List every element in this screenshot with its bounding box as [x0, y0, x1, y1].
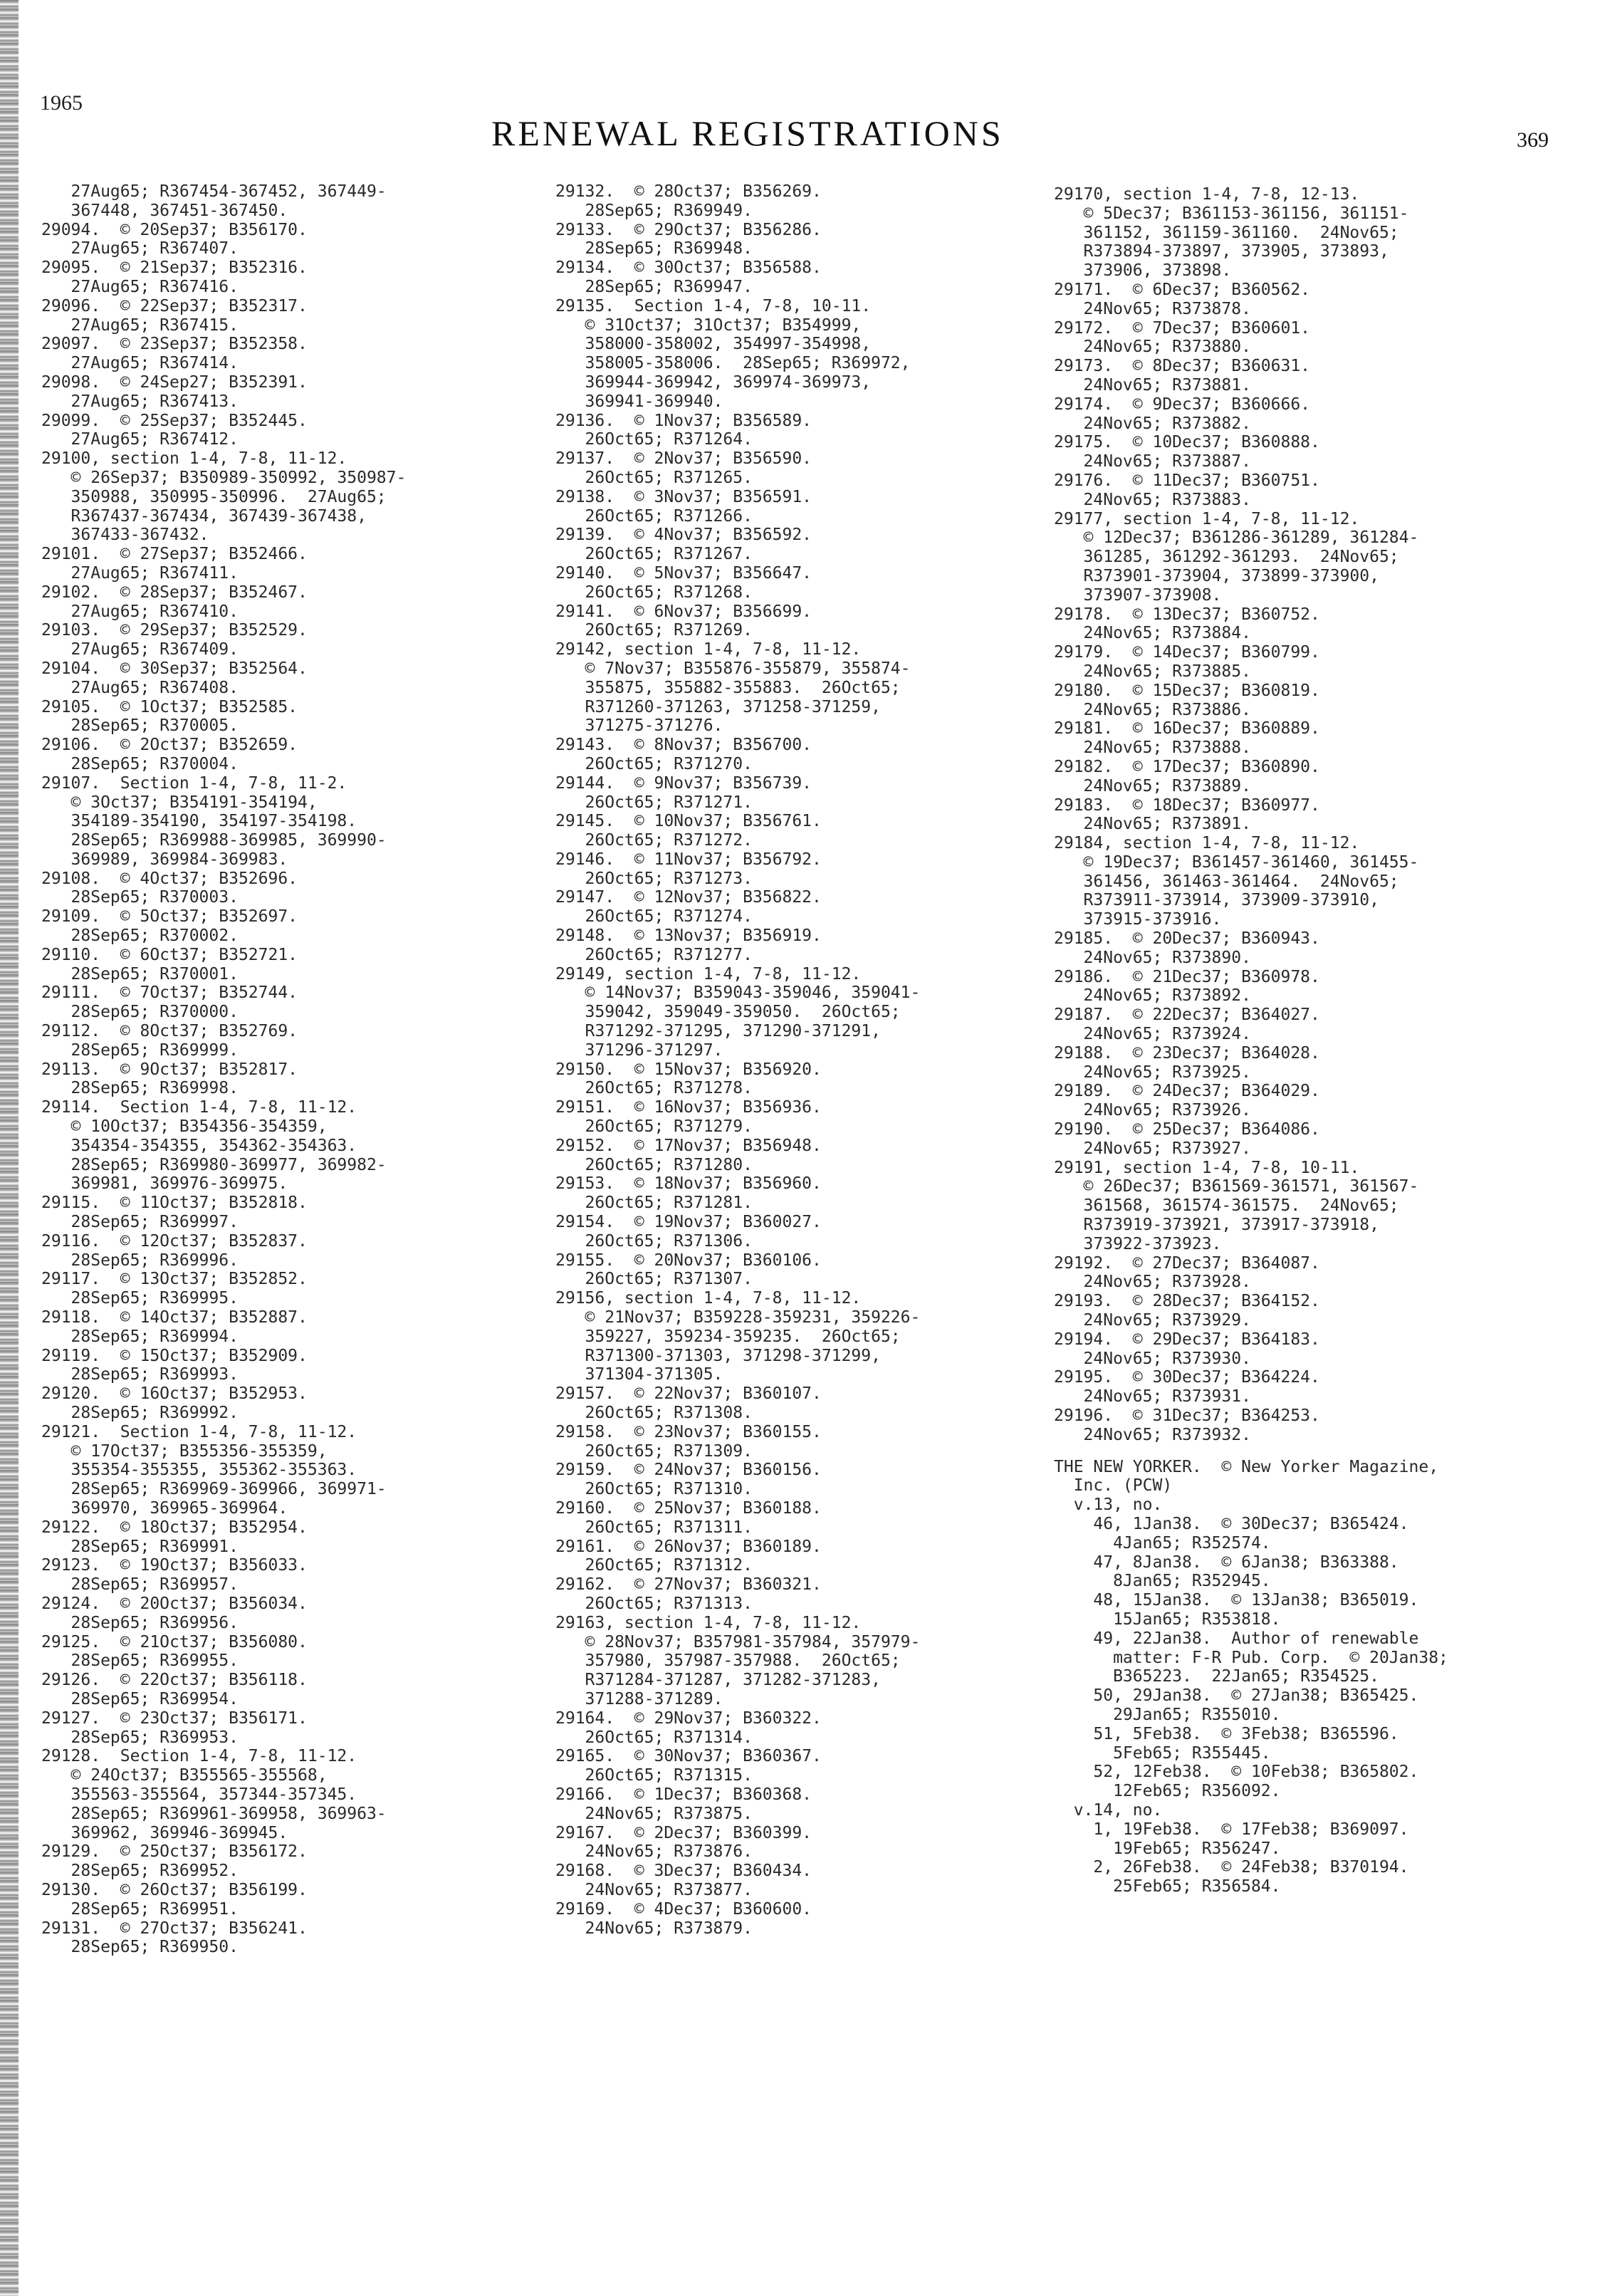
entry-line: 29176. © 11Dec37; B360751.	[1054, 471, 1320, 490]
entry-line: 28Sep65; R369955.	[41, 1651, 239, 1671]
entry-line: 28Sep65; R369992.	[41, 1404, 239, 1422]
entry-line: 354189-354190, 354197-354198.	[41, 812, 357, 831]
entry-line: 29116. © 12Oct37; B352837.	[41, 1231, 308, 1251]
entry-line: 26Oct65; R371312.	[555, 1556, 753, 1575]
entry-line: 24Nov65; R373880.	[1054, 338, 1251, 357]
entry-line: 27Aug65; R367416.	[41, 277, 239, 296]
entry-line: 28Sep65; R369961-369958, 369963-	[41, 1804, 387, 1823]
entry-line: R371292-371295, 371290-371291,	[555, 1022, 881, 1041]
entry-line: 24Nov65; R373883.	[1054, 490, 1251, 509]
entry-line: 29181. © 16Dec37; B360889.	[1054, 719, 1320, 739]
entry-line: 29109. © 5Oct37; B352697.	[41, 907, 298, 927]
entry-line: 29192. © 27Dec37; B364087.	[1054, 1253, 1320, 1273]
entry-line: © 26Sep37; B350989-350992, 350987-	[41, 468, 407, 487]
entry-line: 24Nov65; R373925.	[1054, 1063, 1251, 1082]
entry-line: 24Nov65; R373878.	[1054, 299, 1251, 318]
entry-line: 27Aug65; R367408.	[41, 678, 239, 697]
entry-line: R373919-373921, 373917-373918,	[1054, 1216, 1379, 1235]
entry-line: 8Jan65; R352945.	[1054, 1572, 1271, 1591]
entry-line: 29097. © 23Sep37; B352358.	[41, 335, 308, 354]
entry-line: 26Oct65; R371268.	[555, 583, 753, 602]
entry-line: 358005-358006. 28Sep65; R369972,	[555, 354, 911, 373]
entry-line: 29162. © 27Nov37; B360321.	[555, 1575, 822, 1595]
entries-column-3	[1054, 185, 1581, 1896]
entry-line: © 21Nov37; B359228-359231, 359226-	[555, 1308, 921, 1327]
entry-line: 26Oct65; R371313.	[555, 1594, 753, 1613]
entry-line: 27Aug65; R367407.	[41, 239, 239, 259]
page-number: 369	[1517, 128, 1549, 152]
entry-line: 369962, 369946-369945.	[41, 1823, 288, 1842]
entry-line: 29159. © 24Nov37; B360156.	[555, 1461, 822, 1480]
entry-line: 29118. © 14Oct37; B352887.	[41, 1308, 308, 1327]
entry-line: 29160. © 25Nov37; B360188.	[555, 1498, 822, 1518]
entry-line: R373911-373914, 373909-373910,	[1054, 891, 1379, 910]
entry-line: 29154. © 19Nov37; B360027.	[555, 1213, 822, 1232]
entry-line: 369941-369940.	[555, 392, 723, 411]
entry-line: R367437-367434, 367439-367438,	[41, 506, 367, 526]
entry-line: 24Nov65; R373931.	[1054, 1387, 1251, 1407]
entry-line: 27Aug65; R367409.	[41, 640, 239, 659]
entry-line: 29101. © 27Sep37; B352466.	[41, 545, 308, 564]
entry-line: 29139. © 4Nov37; B356592.	[555, 526, 812, 545]
entry-line: 19Feb65; R356247.	[1054, 1839, 1281, 1858]
entry-line: 28Sep65; R369994.	[41, 1327, 239, 1346]
entry-line: 26Oct65; R371265.	[555, 468, 753, 487]
entry-line: 27Aug65; R367454-367452, 367449-	[41, 182, 387, 201]
entry-line: 29114. Section 1-4, 7-8, 11-12.	[41, 1098, 357, 1117]
entry-line: 357980, 357987-357988. 26Oct65;	[555, 1651, 901, 1671]
entry-line: 28Sep65; R369949.	[555, 201, 753, 220]
entry-line: 29150. © 15Nov37; B356920.	[555, 1060, 822, 1079]
entry-line: 28Sep65; R370005.	[41, 716, 239, 736]
entry-line: 24Nov65; R373886.	[1054, 700, 1251, 719]
entry-line: 29Jan65; R355010.	[1054, 1705, 1281, 1724]
entry-line: 29178. © 13Dec37; B360752.	[1054, 605, 1320, 624]
page-title: RENEWAL REGISTRATIONS	[491, 113, 1004, 153]
entry-line: © 17Oct37; B355356-355359,	[41, 1441, 328, 1461]
entry-line: 28Sep65; R370003.	[41, 888, 239, 907]
entry-line: 29190. © 25Dec37; B364086.	[1054, 1120, 1320, 1139]
entry-line: 5Feb65; R355445.	[1054, 1743, 1271, 1763]
entry-line: 29168. © 3Dec37; B360434.	[555, 1862, 812, 1881]
entry-line: 29138. © 3Nov37; B356591.	[555, 487, 812, 506]
entry-line: 46, 1Jan38. © 30Dec37; B365424.	[1054, 1514, 1409, 1533]
year-label: 1965	[40, 91, 83, 115]
entry-line: 25Feb65; R356584.	[1054, 1877, 1281, 1896]
entry-line: 27Aug65; R367415.	[41, 315, 239, 335]
entry-line: 28Sep65; R369957.	[41, 1575, 239, 1595]
entry-line: 26Oct65; R371307.	[555, 1270, 753, 1289]
entry-line: 28Sep65; R369995.	[41, 1289, 239, 1308]
entry-line: v.13, no.	[1054, 1496, 1163, 1515]
entry-line: 26Oct65; R371272.	[555, 831, 753, 850]
entry-line: 29120. © 16Oct37; B352953.	[41, 1384, 308, 1404]
entry-line: 29133. © 29Oct37; B356286.	[555, 220, 822, 239]
entry-line: 29137. © 2Nov37; B356590.	[555, 449, 812, 469]
entry-line: © 19Dec37; B361457-361460, 361455-	[1054, 852, 1419, 872]
entry-line: 26Oct65; R371270.	[555, 754, 753, 773]
entry-line: 371304-371305.	[555, 1365, 723, 1384]
entry-line: 28Sep65; R369948.	[555, 239, 753, 259]
entry-line: 26Oct65; R371280.	[555, 1155, 753, 1174]
entry-line: 29155. © 20Nov37; B360106.	[555, 1251, 822, 1270]
entry-line: 29148. © 13Nov37; B356919.	[555, 927, 822, 946]
entry-line: 24Nov65; R373891.	[1054, 815, 1251, 834]
entry-line: 371288-371289.	[555, 1689, 723, 1708]
entry-line: 29100, section 1-4, 7-8, 11-12.	[41, 449, 347, 469]
entry-line: 355563-355564, 357344-357345.	[41, 1785, 357, 1804]
entry-line: 26Oct65; R371306.	[555, 1231, 753, 1251]
entry-line: 24Nov65; R373888.	[1054, 739, 1251, 758]
entry-line: 26Oct65; R371314.	[555, 1728, 753, 1747]
entry-line: 29110. © 6Oct37; B352721.	[41, 945, 298, 964]
entry-line: 29131. © 27Oct37; B356241.	[41, 1919, 308, 1938]
entry-line: 29134. © 30Oct37; B356588.	[555, 259, 822, 278]
entry-line: 29095. © 21Sep37; B352316.	[41, 259, 308, 278]
entry-line: 26Oct65; R371267.	[555, 545, 753, 564]
entry-line: R373901-373904, 373899-373900,	[1054, 566, 1379, 585]
entry-line: 29112. © 8Oct37; B352769.	[41, 1022, 298, 1041]
entry-line: 28Sep65; R369951.	[41, 1899, 239, 1919]
entry-line: 26Oct65; R371271.	[555, 793, 753, 812]
entry-line: 29163, section 1-4, 7-8, 11-12.	[555, 1613, 862, 1632]
entry-line: 373915-373916.	[1054, 910, 1222, 929]
entry-line: 29195. © 30Dec37; B364224.	[1054, 1368, 1320, 1387]
entry-line: 29123. © 19Oct37; B356033.	[41, 1556, 308, 1575]
entry-line: 29096. © 22Sep37; B352317.	[41, 296, 308, 315]
entry-line: 29126. © 22Oct37; B356118.	[41, 1671, 308, 1690]
entry-line: 367433-367432.	[41, 526, 209, 545]
entry-line: 29152. © 17Nov37; B356948.	[555, 1136, 822, 1155]
entry-line: 47, 8Jan38. © 6Jan38; B363388.	[1054, 1553, 1399, 1572]
entry-line: 26Oct65; R371278.	[555, 1079, 753, 1098]
entry-line: 29175. © 10Dec37; B360888.	[1054, 433, 1320, 452]
entry-line: 29111. © 7Oct37; B352744.	[41, 983, 298, 1003]
entry-line: 24Nov65; R373882.	[1054, 414, 1251, 433]
entry-line: 24Nov65; R373877.	[555, 1880, 753, 1899]
entry-line: 24Nov65; R373889.	[1054, 776, 1251, 795]
entry-line: 29151. © 16Nov37; B356936.	[555, 1098, 822, 1117]
entry-line: © 24Oct37; B355565-355568,	[41, 1766, 328, 1785]
entry-line: 29187. © 22Dec37; B364027.	[1054, 1006, 1320, 1025]
entry-line: 29174. © 9Dec37; B360666.	[1054, 395, 1311, 414]
entry-line: 29188. © 23Dec37; B364028.	[1054, 1043, 1320, 1063]
entry-line: 29196. © 31Dec37; B364253.	[1054, 1407, 1320, 1425]
entry-line: 369981, 369976-369975.	[41, 1174, 288, 1194]
entry-line: 29121. Section 1-4, 7-8, 11-12.	[41, 1422, 357, 1441]
entry-line: 28Sep65; R369969-369966, 369971-	[41, 1480, 387, 1499]
entry-line: 29113. © 9Oct37; B352817.	[41, 1060, 298, 1079]
entry-line: 52, 12Feb38. © 10Feb38; B365802.	[1054, 1763, 1419, 1782]
entry-line: 28Sep65; R369980-369977, 369982-	[41, 1155, 387, 1174]
entry-line: © 10Oct37; B354356-354359,	[41, 1117, 328, 1137]
entry-line: 29127. © 23Oct37; B356171.	[41, 1708, 308, 1728]
entry-line: 29165. © 30Nov37; B360367.	[555, 1747, 822, 1766]
entry-line: 354354-354355, 354362-354363.	[41, 1136, 357, 1155]
entry-line: © 31Oct37; 31Oct37; B354999,	[555, 315, 862, 335]
entry-line: R371284-371287, 371282-371283,	[555, 1671, 881, 1690]
entry-line: © 3Oct37; B354191-354194,	[41, 793, 318, 812]
entry-line: 28Sep65; R370002.	[41, 927, 239, 946]
entry-line: 29136. © 1Nov37; B356589.	[555, 411, 812, 430]
entry-line: 26Oct65; R371279.	[555, 1117, 753, 1137]
entry-line: 24Nov65; R373927.	[1054, 1139, 1251, 1158]
entry-line: 28Sep65; R369950.	[41, 1938, 239, 1957]
entry-line: 27Aug65; R367411.	[41, 563, 239, 583]
entry-line: 29146. © 11Nov37; B356792.	[555, 850, 822, 869]
entry-line: 27Aug65; R367413.	[41, 392, 239, 411]
entry-line: 29161. © 26Nov37; B360189.	[555, 1537, 822, 1556]
entry-line: 24Nov65; R373876.	[555, 1842, 753, 1862]
entry-line: 29191, section 1-4, 7-8, 10-11.	[1054, 1158, 1360, 1177]
entry-line: 29153. © 18Nov37; B356960.	[555, 1174, 822, 1194]
entry-line: 26Oct65; R371264.	[555, 430, 753, 449]
entry-line: 29106. © 2Oct37; B352659.	[41, 736, 298, 755]
entry-line: 29173. © 8Dec37; B360631.	[1054, 357, 1311, 376]
entry-line: 26Oct65; R371273.	[555, 869, 753, 888]
entry-line: 49, 22Jan38. Author of renewable	[1054, 1629, 1419, 1648]
entry-line: 29130. © 26Oct37; B356199.	[41, 1880, 308, 1899]
entry-line: 29143. © 8Nov37; B356700.	[555, 736, 812, 755]
entry-line: 28Sep65; R370001.	[41, 964, 239, 983]
entry-line: © 26Dec37; B361569-361571, 361567-	[1054, 1177, 1419, 1196]
entry-line: R373894-373897, 373905, 373893,	[1054, 242, 1389, 261]
entry-line: 373907-373908.	[1054, 585, 1222, 605]
entry-line: 29180. © 15Dec37; B360819.	[1054, 681, 1320, 700]
entry-line: 26Oct65; R371311.	[555, 1518, 753, 1537]
entry-line: 29102. © 28Sep37; B352467.	[41, 583, 308, 602]
entry-line: 24Nov65; R373929.	[1054, 1311, 1251, 1330]
entry-line: 28Sep65; R369954.	[41, 1689, 239, 1708]
entry-line: 24Nov65; R373930.	[1054, 1349, 1251, 1368]
entry-line: 371296-371297.	[555, 1040, 723, 1060]
entry-line: 24Nov65; R373890.	[1054, 948, 1251, 967]
entry-line: 26Oct65; R371274.	[555, 907, 753, 927]
entry-line: 51, 5Feb38. © 3Feb38; B365596.	[1054, 1724, 1399, 1743]
entry-line: 29122. © 18Oct37; B352954.	[41, 1518, 308, 1537]
entry-line: Inc. (PCW)	[1054, 1476, 1173, 1496]
entry-line: © 7Nov37; B355876-355879, 355874-	[555, 659, 911, 678]
entry-line: 29147. © 12Nov37; B356822.	[555, 888, 822, 907]
entry-line: matter: F-R Pub. Corp. © 20Jan38;	[1054, 1648, 1448, 1667]
entry-line: B365223. 22Jan65; R354525.	[1054, 1667, 1379, 1686]
entry-line: 29129. © 25Oct37; B356172.	[41, 1842, 308, 1862]
entry-line: 361568, 361574-361575. 24Nov65;	[1054, 1196, 1399, 1216]
entry-line: 29170, section 1-4, 7-8, 12-13.	[1054, 185, 1360, 204]
entries-column-1	[41, 182, 497, 1957]
entry-line: 27Aug65; R367414.	[41, 354, 239, 373]
entry-line: 28Sep65; R369953.	[41, 1728, 239, 1747]
entry-line: R371260-371263, 371258-371259,	[555, 697, 881, 716]
entry-line: 29141. © 6Nov37; B356699.	[555, 602, 812, 621]
entry-line: 24Nov65; R373924.	[1054, 1025, 1251, 1044]
entry-line: 29167. © 2Dec37; B360399.	[555, 1823, 812, 1842]
entry-line: 29104. © 30Sep37; B352564.	[41, 659, 308, 678]
entry-line: 361152, 361159-361160. 24Nov65;	[1054, 223, 1399, 242]
entry-line: 24Nov65; R373884.	[1054, 624, 1251, 643]
entry-line: 24Nov65; R373928.	[1054, 1273, 1251, 1292]
entry-line: 29144. © 9Nov37; B356739.	[555, 773, 812, 793]
entry-line: 29108. © 4Oct37; B352696.	[41, 869, 298, 888]
entry-line: 355354-355355, 355362-355363.	[41, 1461, 357, 1480]
entry-line: 29140. © 5Nov37; B356647.	[555, 563, 812, 583]
entry-line: 29132. © 28Oct37; B356269.	[555, 182, 822, 201]
entry-line: 359227, 359234-359235. 26Oct65;	[555, 1327, 901, 1346]
entry-line: 26Oct65; R371309.	[555, 1441, 753, 1461]
entry-line: 50, 29Jan38. © 27Jan38; B365425.	[1054, 1686, 1419, 1706]
entry-line: 355875, 355882-355883. 26Oct65;	[555, 678, 901, 697]
entry-line: 24Nov65; R373926.	[1054, 1101, 1251, 1120]
entry-line: 28Sep65; R370004.	[41, 754, 239, 773]
entry-line: © 14Nov37; B359043-359046, 359041-	[555, 983, 921, 1003]
entry-line: THE NEW YORKER. © New Yorker Magazine,	[1054, 1457, 1439, 1476]
entry-line: 26Oct65; R371308.	[555, 1404, 753, 1422]
entry-line: 28Sep65; R370000.	[41, 1003, 239, 1022]
entry-line: 29189. © 24Dec37; B364029.	[1054, 1082, 1320, 1101]
entry-line: 29098. © 24Sep27; B352391.	[41, 372, 308, 392]
entry-line: 29145. © 10Nov37; B356761.	[555, 812, 822, 831]
entry-line: 358000-358002, 354997-354998,	[555, 335, 872, 354]
entry-line: 28Sep65; R369988-369985, 369990-	[41, 831, 387, 850]
entry-line: 29184, section 1-4, 7-8, 11-12.	[1054, 834, 1360, 853]
entry-line: 359042, 359049-359050. 26Oct65;	[555, 1003, 901, 1022]
entry-line: 29119. © 15Oct37; B352909.	[41, 1346, 308, 1365]
entry-line: 29158. © 23Nov37; B360155.	[555, 1422, 822, 1441]
entry-line: 24Nov65; R373881.	[1054, 375, 1251, 395]
entry-line: 12Feb65; R356092.	[1054, 1782, 1281, 1801]
entry-line: 29094. © 20Sep37; B356170.	[41, 220, 308, 239]
entry-line: 24Nov65; R373875.	[555, 1804, 753, 1823]
entry-line: 29183. © 18Dec37; B360977.	[1054, 795, 1320, 815]
entry-line: 28Sep65; R369952.	[41, 1862, 239, 1881]
entry-line: 24Nov65; R373892.	[1054, 986, 1251, 1006]
entry-line: 29169. © 4Dec37; B360600.	[555, 1899, 812, 1919]
entry-line: 29185. © 20Dec37; B360943.	[1054, 929, 1320, 949]
entry-line: 29164. © 29Nov37; B360322.	[555, 1708, 822, 1728]
entry-line: 28Sep65; R369947.	[555, 277, 753, 296]
entry-line: 29124. © 20Oct37; B356034.	[41, 1594, 308, 1613]
entry-line: 26Oct65; R371315.	[555, 1766, 753, 1785]
entry-line: 15Jan65; R353818.	[1054, 1609, 1281, 1629]
entry-line: 24Nov65; R373887.	[1054, 452, 1251, 471]
entry-line: 28Sep65; R369996.	[41, 1251, 239, 1270]
entry-line: 29157. © 22Nov37; B360107.	[555, 1384, 822, 1404]
entry-line: 373922-373923.	[1054, 1234, 1222, 1253]
entry-line: 26Oct65; R371277.	[555, 945, 753, 964]
entry-line: 28Sep65; R369956.	[41, 1613, 239, 1632]
entry-line: R371300-371303, 371298-371299,	[555, 1346, 881, 1365]
entry-line	[1054, 1445, 1581, 1458]
entry-line: 24Nov65; R373879.	[555, 1919, 753, 1938]
entry-line: 26Oct65; R371310.	[555, 1480, 753, 1499]
entry-line: 48, 15Jan38. © 13Jan38; B365019.	[1054, 1591, 1419, 1610]
entry-line: 28Sep65; R369999.	[41, 1040, 239, 1060]
entries-column-2	[555, 182, 1032, 1938]
entry-line: 24Nov65; R373885.	[1054, 662, 1251, 681]
entry-line: 29107. Section 1-4, 7-8, 11-2.	[41, 773, 347, 793]
entry-line: 29105. © 1Oct37; B352585.	[41, 697, 298, 716]
entry-line: 24Nov65; R373932.	[1054, 1425, 1251, 1444]
entry-line: 369989, 369984-369983.	[41, 850, 288, 869]
entry-line: 2, 26Feb38. © 24Feb38; B370194.	[1054, 1858, 1409, 1877]
entry-line: 29177, section 1-4, 7-8, 11-12.	[1054, 509, 1360, 528]
entry-line: 29194. © 29Dec37; B364183.	[1054, 1330, 1320, 1349]
entry-line: 29135. Section 1-4, 7-8, 10-11.	[555, 296, 872, 315]
entry-line: 29149, section 1-4, 7-8, 11-12.	[555, 964, 862, 983]
entry-line: 28Sep65; R369998.	[41, 1079, 239, 1098]
entry-line: 28Sep65; R369997.	[41, 1213, 239, 1232]
entry-line: 369970, 369965-369964.	[41, 1498, 288, 1518]
entry-line: 350988, 350995-350996. 27Aug65;	[41, 487, 387, 506]
entry-line: 29193. © 28Dec37; B364152.	[1054, 1292, 1320, 1311]
entry-line: 361456, 361463-361464. 24Nov65;	[1054, 872, 1399, 891]
entry-line: 29156, section 1-4, 7-8, 11-12.	[555, 1289, 862, 1308]
entry-line: 29099. © 25Sep37; B352445.	[41, 411, 308, 430]
entry-line: 26Oct65; R371269.	[555, 621, 753, 640]
entry-line: 1, 19Feb38. © 17Feb38; B369097.	[1054, 1820, 1409, 1839]
entry-line: 29115. © 11Oct37; B352818.	[41, 1194, 308, 1213]
entry-line: 29125. © 21Oct37; B356080.	[41, 1632, 308, 1651]
entry-line: 27Aug65; R367412.	[41, 430, 239, 449]
entry-line: 373906, 373898.	[1054, 261, 1232, 281]
entry-line: v.14, no.	[1054, 1800, 1163, 1820]
entry-line: 29128. Section 1-4, 7-8, 11-12.	[41, 1747, 357, 1766]
entry-line: 369944-369942, 369974-369973,	[555, 372, 872, 392]
entry-line: 28Sep65; R369993.	[41, 1365, 239, 1384]
entry-line: 367448, 367451-367450.	[41, 201, 288, 220]
binding-edge	[0, 0, 19, 2296]
entry-line: © 5Dec37; B361153-361156, 361151-	[1054, 204, 1409, 223]
entry-line: 29117. © 13Oct37; B352852.	[41, 1270, 308, 1289]
entry-line: 29142, section 1-4, 7-8, 11-12.	[555, 640, 862, 659]
entry-line: 4Jan65; R352574.	[1054, 1533, 1271, 1553]
entry-line: © 28Nov37; B357981-357984, 357979-	[555, 1632, 921, 1651]
entry-line: 26Oct65; R371266.	[555, 506, 753, 526]
entry-line: © 12Dec37; B361286-361289, 361284-	[1054, 528, 1419, 548]
entry-line: 29186. © 21Dec37; B360978.	[1054, 967, 1320, 986]
entry-line: 29171. © 6Dec37; B360562.	[1054, 280, 1311, 299]
entry-line: 371275-371276.	[555, 716, 723, 736]
entry-line: 29166. © 1Dec37; B360368.	[555, 1785, 812, 1804]
entry-line: 29172. © 7Dec37; B360601.	[1054, 318, 1311, 338]
entry-line: 28Sep65; R369991.	[41, 1537, 239, 1556]
entry-line: 361285, 361292-361293. 24Nov65;	[1054, 548, 1399, 567]
entry-line: 29103. © 29Sep37; B352529.	[41, 621, 308, 640]
entry-line: 27Aug65; R367410.	[41, 602, 239, 621]
entry-line: 29182. © 17Dec37; B360890.	[1054, 757, 1320, 776]
entry-line: 29179. © 14Dec37; B360799.	[1054, 643, 1320, 662]
entry-line: 26Oct65; R371281.	[555, 1194, 753, 1213]
